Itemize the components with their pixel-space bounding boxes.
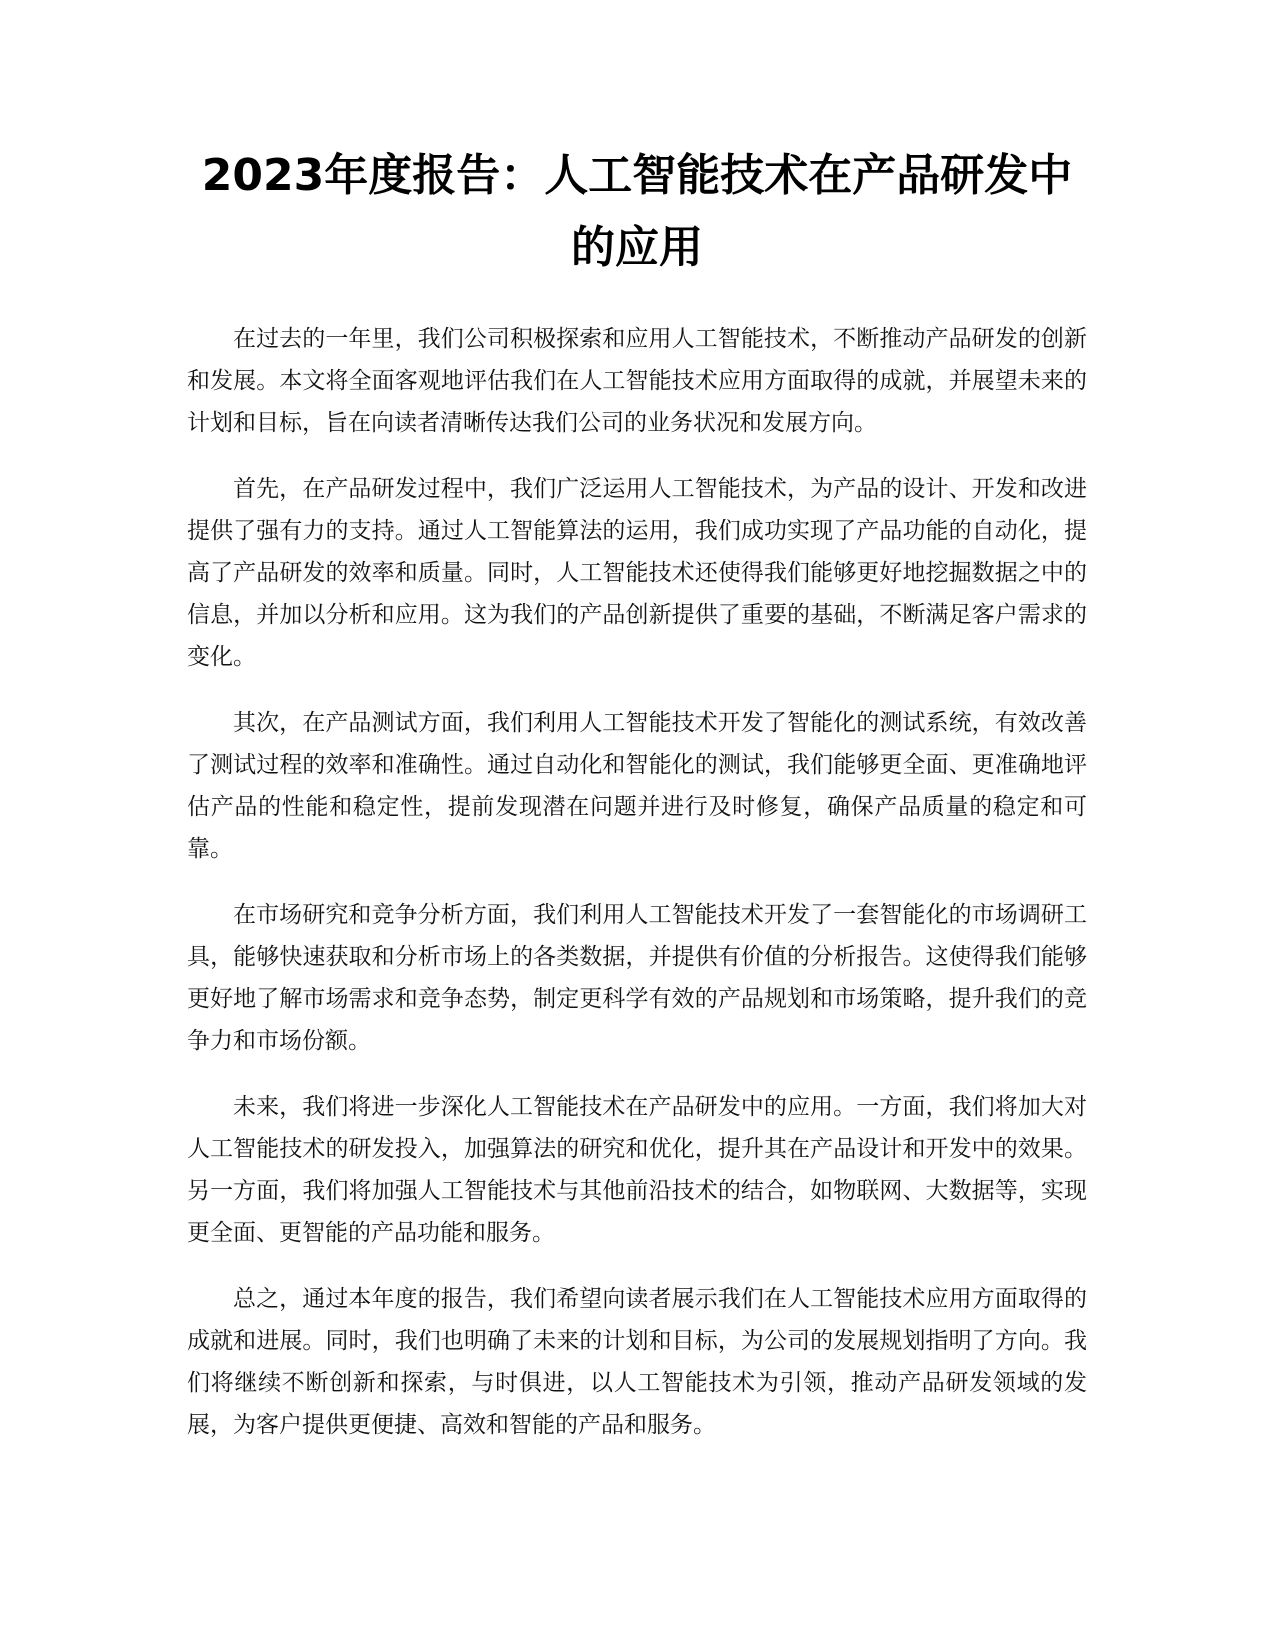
document-title: 2023年度报告：人工智能技术在产品研发中的应用 [201, 150, 1073, 273]
paragraph-3: 其次，在产品测试方面，我们利用人工智能技术开发了智能化的测试系统，有效改善了测试过程的效率和准确性。通过自动化和智能化的测试，我们能够更全面、更准确地评估产品的性能和稳定性，提前发现潜在问题并进行及时修复，确保产品质量的稳定和可靠。 [187, 710, 1087, 862]
document-body [187, 318, 1087, 1470]
paragraph-6: 总之，通过本年度的报告，我们希望向读者展示我们在人工智能技术应用方面取得的成就和进展。同时，我们也明确了未来的计划和目标，为公司的发展规划指明了方向。我们将继续不断创新和探索，与时俱进，以人工智能技术为引领，推动产品研发领域的发展，为客户提供更便捷、高效和智能的产品和服务。 [187, 1286, 1087, 1438]
paragraph-4: 在市场研究和竞争分析方面，我们利用人工智能技术开发了一套智能化的市场调研工具，能够快速获取和分析市场上的各类数据，并提供有价值的分析报告。这使得我们能够更好地了解市场需求和竞争态势，制定更科学有效的产品规划和市场策略，提升我们的竞争力和市场份额。 [187, 902, 1087, 1054]
paragraph-1: 在过去的一年里，我们公司积极探索和应用人工智能技术，不断推动产品研发的创新和发展。本文将全面客观地评估我们在人工智能技术应用方面取得的成就，并展望未来的计划和目标，旨在向读者清晰传达我们公司的业务状况和发展方向。 [187, 326, 1087, 436]
paragraph-2: 首先，在产品研发过程中，我们广泛运用人工智能技术，为产品的设计、开发和改进提供了强有力的支持。通过人工智能算法的运用，我们成功实现了产品功能的自动化，提高了产品研发的效率和质量。同时，人工智能技术还使得我们能够更好地挖掘数据之中的信息，并加以分析和应用。这为我们的产品创新提供了重要的基础，不断满足客户需求的变化。 [187, 476, 1087, 670]
paragraph-5: 未来，我们将进一步深化人工智能技术在产品研发中的应用。一方面，我们将加大对人工智能技术的研发投入，加强算法的研究和优化，提升其在产品设计和开发中的效果。另一方面，我们将加强人工智能技术与其他前沿技术的结合，如物联网、大数据等，实现更全面、更智能的产品功能和服务。 [187, 1094, 1087, 1246]
